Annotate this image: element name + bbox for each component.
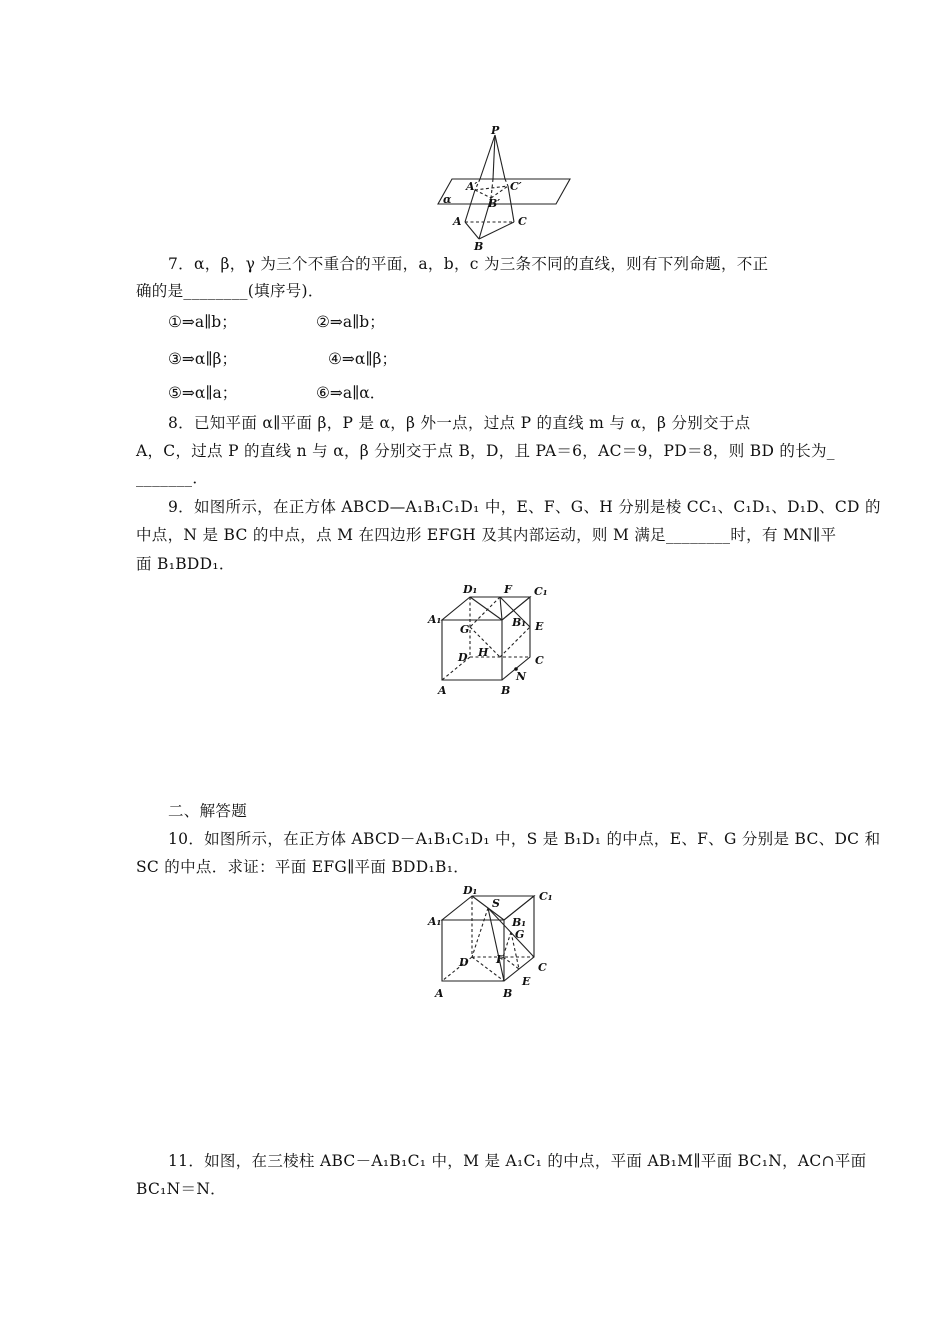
point-A1-label: A₁ xyxy=(428,613,442,626)
cube-efgh-figure xyxy=(426,582,556,700)
point-S-label: S xyxy=(492,897,500,910)
point-E-label: E xyxy=(522,975,531,988)
point-D-label: D xyxy=(459,956,469,969)
point-C1-label: C₁ xyxy=(539,890,553,903)
q7-option-1: ①⇒a∥b； xyxy=(168,313,237,331)
point-A-label: A xyxy=(453,215,462,228)
q7-option-6: ⑥⇒a∥α． xyxy=(316,384,386,402)
point-B1-label: B′ xyxy=(488,197,501,210)
point-F-label: F xyxy=(496,953,504,966)
point-A-label: A xyxy=(438,684,447,697)
pyramid-plane-figure xyxy=(432,124,582,252)
cube-sefg-figure xyxy=(426,884,556,1002)
point-D-label: D xyxy=(458,651,468,664)
plane-alpha-label: α xyxy=(443,193,452,206)
q11-line1: 11．如图，在三棱柱 ABC－A₁B₁C₁ 中，M 是 A₁C₁ 的中点，平面 AB₁M∥平面 BC₁N，AC∩平面 xyxy=(168,1152,867,1170)
point-P-label: P xyxy=(491,124,500,137)
q9-line2: 中点，N 是 BC 的中点，点 M 在四边形 EFGH 及其内部运动，则 M 满足________时，有 MN∥平 xyxy=(136,526,837,544)
point-A-label: A xyxy=(435,987,444,1000)
point-B1-label: B₁ xyxy=(512,916,527,929)
point-D1-label: D₁ xyxy=(463,884,478,897)
point-C1-label: C′ xyxy=(510,180,522,193)
point-F-label: F xyxy=(504,583,512,596)
point-C-label: C xyxy=(535,654,544,667)
q7-option-2: ②⇒a∥b； xyxy=(316,313,385,331)
q8-line3: _______． xyxy=(136,469,209,487)
point-N-label: N xyxy=(516,670,527,683)
point-C-label: C xyxy=(538,961,547,974)
point-G-label: G xyxy=(515,928,525,941)
point-A1-label: A′ xyxy=(466,180,478,193)
q9-line3: 面 B₁BDD₁． xyxy=(136,555,235,573)
q7-line2: 确的是________(填序号)． xyxy=(136,282,324,300)
point-A1-label: A₁ xyxy=(428,915,442,928)
section-heading-answers: 二、解答题 xyxy=(168,802,248,820)
q9-line1: 9．如图所示，在正方体 ABCD—A₁B₁C₁D₁ 中，E、F、G、H 分别是棱 CC₁、C₁D₁、D₁D、CD 的 xyxy=(168,498,881,516)
point-H-label: H xyxy=(478,646,489,659)
point-D1-label: D₁ xyxy=(463,583,478,596)
point-G-label: G xyxy=(460,623,470,636)
q7-option-5: ⑤⇒α∥a； xyxy=(168,384,238,402)
point-B-label: B xyxy=(474,240,484,252)
point-B-label: B xyxy=(503,987,513,1000)
q10-line1: 10．如图所示，在正方体 ABCD－A₁B₁C₁D₁ 中，S 是 B₁D₁ 的中点，E、F、G 分别是 BC、DC 和 xyxy=(168,830,881,848)
point-C-label: C xyxy=(518,215,527,228)
q7-option-3: ③⇒α∥β； xyxy=(168,350,237,368)
q8-line2: A，C，过点 P 的直线 n 与 α，β 分别交于点 B，D，且 PA＝6，AC＝9，PD＝8，则 BD 的长为_ xyxy=(136,442,835,460)
q7-line1: 7．α，β，γ 为三个不重合的平面，a，b，c 为三条不同的直线，则有下列命题，不正 xyxy=(168,255,769,273)
point-E-label: E xyxy=(535,620,544,633)
q8-line1: 8．已知平面 α∥平面 β，P 是 α，β 外一点，过点 P 的直线 m 与 α，β 分别交于点 xyxy=(168,414,751,432)
q11-line2: BC₁N＝N． xyxy=(136,1180,226,1198)
point-B-label: B xyxy=(501,684,511,697)
point-C1-label: C₁ xyxy=(534,585,548,598)
point-B1-label: B₁ xyxy=(512,616,527,629)
q7-option-4: ④⇒α∥β； xyxy=(328,350,397,368)
q10-line2: SC 的中点．求证：平面 EFG∥平面 BDD₁B₁． xyxy=(136,858,470,876)
